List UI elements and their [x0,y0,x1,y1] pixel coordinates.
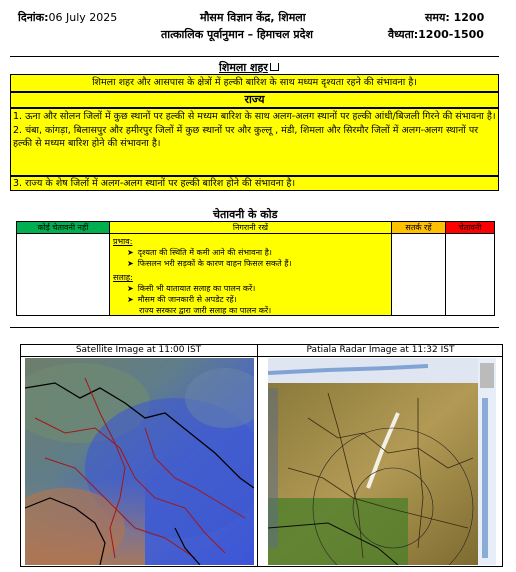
advice-extra: राज्य सरकार द्वारा जारी सलाह का पालन करें। [139,306,272,315]
impact-text: फिसलन भरी सड़कों के कारण वाहन फिसल सकते हैं। [137,259,292,268]
col-no-warning: कोई चेतावनी नहीं [16,221,110,234]
state-item-3: 3. राज्य के शेष जिलों में अलग-अलग स्थानों पर हल्की बारिश होने की संभावना है। [10,176,499,191]
impact-text: दृश्यता की स्थिति में कमी आने की संभावना है। [137,248,272,257]
warning-cell [445,233,495,316]
time-label: समय: 1200 [425,11,485,24]
divider [10,56,499,57]
impact-heading: प्रभाव: [113,237,133,246]
satellite-title: Satellite Image at 11:00 IST [75,345,202,355]
radar-title: Patiala Radar Image at 11:32 IST [306,345,455,355]
state-forecast-list [10,108,499,176]
state-heading: राज्य [10,92,499,108]
state-item-1: 1. ऊना और सोलन जिलों में कुछ स्थानों पर हल्की से मध्यम बारिश के साथ अलग-अलग स्थानों पर हल्की आंधी/बिजली गिरने की संभावना है। [13,111,496,122]
advice-text: किसी भी यातायात सलाह का पालन करें। [137,284,256,293]
impact-item: ➤ दृश्यता की स्थिति में कमी आने की संभावना है। [127,248,272,257]
center-name: मौसम विज्ञान केंद्र, शिमला [200,11,306,24]
date-line [18,10,117,25]
validity-label: वैध्यता:1200-1500 [388,28,484,41]
date-label: दिनांक: [18,11,49,24]
forecast-type: तात्कालिक पूर्वानुमान – हिमाचल प्रदेश [161,28,313,41]
no-warning-cell [16,233,110,316]
col-alert: सतर्क रहें [391,221,446,234]
city-heading-text: शिमला शहर [219,61,268,74]
city-forecast: शिमला शहर और आसपास के क्षेत्रों में हल्की बारिश के साथ मध्यम दृश्यता रहने की संभावना है। [10,74,499,92]
date-value: 06 July 2025 [48,11,118,24]
col-warning: चेतावनी [445,221,495,234]
watch-cell [109,233,392,316]
advice-item: ➤ मौसम की जानकारी से अपडेट रहें। [127,295,237,304]
warning-codes-title: चेतावनी के कोड [213,208,278,221]
image-divider [257,344,258,567]
divider [10,327,499,328]
advice-item: ➤ किसी भी यातायात सलाह का पालन करें। [127,284,256,293]
alert-cell [391,233,446,316]
advice-text: मौसम की जानकारी से अपडेट रहें। [137,295,237,304]
state-item-2: 2. चंबा, कांगड़ा, बिलासपुर और हमीरपुर जिलों में कुछ स्थानों पर और कुल्लू , मंडी, शिमला और सिरमौर जिलों में अलग-अलग स्थानों पर हल्की से मध्यम बारिश होने की संभावना है। [13,124,479,149]
satellite-image [25,358,254,565]
city-heading [219,60,279,75]
radar-image [268,358,496,565]
advice-heading: सलाह: [113,273,133,282]
col-watch: निगरानी रखें [109,221,392,234]
impact-item: ➤ फिसलन भरी सड़कों के कारण वाहन फिसल सकते हैं। [127,259,292,268]
image-title-divider [20,356,503,357]
